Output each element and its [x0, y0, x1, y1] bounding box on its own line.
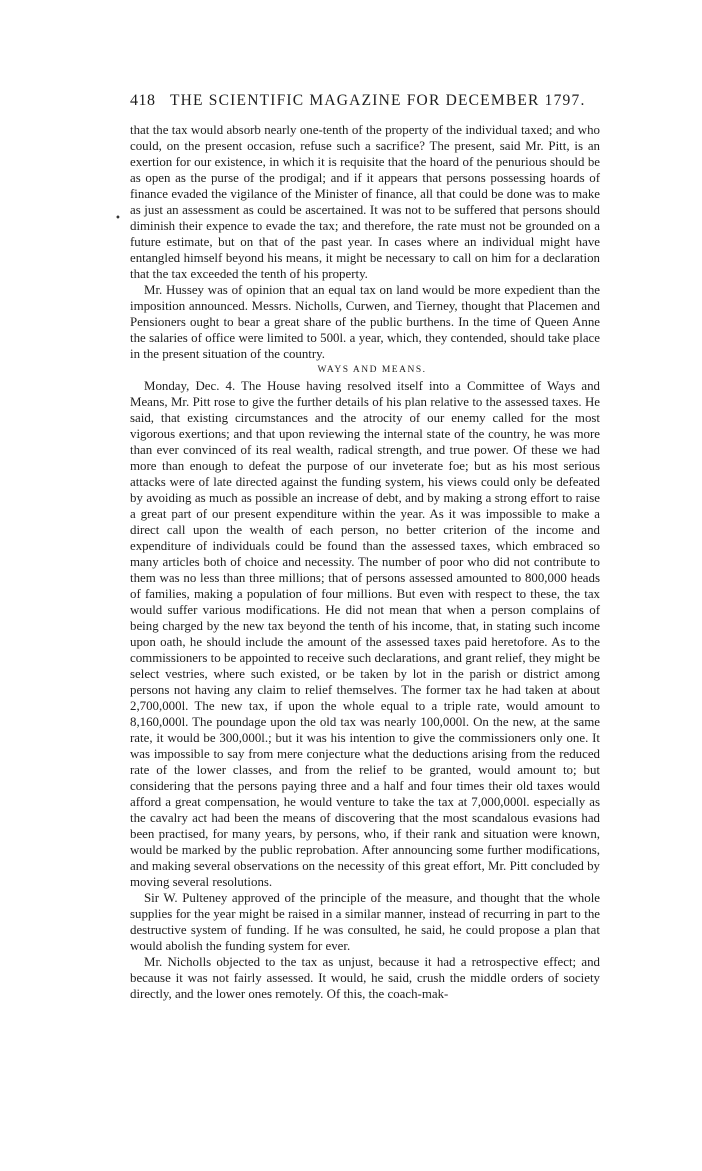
article-body — [130, 122, 600, 1002]
page-header — [130, 92, 600, 118]
page-number: 418 — [130, 92, 156, 109]
paragraph-committee-ways-and-means: Monday, Dec. 4. The House having resolved itself into a Committee of Ways and Means, Mr. Pitt rose to give the further details of his plan relative to the assessed taxes. He said, that existing circumstances and the atrocity of our enemy called for the most vigorous exertions; and that upon reviewing the internal state of the country, he was more than ever convinced of its real wealth, radical strength, and true power. Of these we had more than enough to defeat the purpose of our inveterate foe; but as his most serious attacks were of late directed against the funding system, his views could only be defeated by avoiding as much as possible an increase of debt, and by making a strong effort to raise a great part of our present expenditure within the year. As it was impossible to make a direct call upon the wealth of each person, no better criterion of the income and expenditure of individuals could be found than the assessed taxes, which embraced so many articles both of choice and necessity. The number of poor who did not contribute to them was no less than three millions; that of persons assessed amounted to 800,000 heads of families, making a population of four millions. But even with respect to these, the tax would suffer various modifications. He did not mean that when a person complains of being charged by the new tax beyond the tenth of his income, that, in stating such income upon oath, he should include the amount of the assessed taxes paid heretofore. As to the commissioners to be appointed to receive such declarations, and grant relief, they might be select vestries, where such existed, or be taken by lot in the parish or district among persons not having any claim to relief themselves. The former tax he had taken at about 2,700,000l. The new tax, if upon the whole equal to a triple rate, would amount to 8,160,000l. The poundage upon the old tax was nearly 100,000l. On the new, at the same rate, it would be 300,000l.; but it was his intention to give the commissioners only one. It was impossible to say from mere conjecture what the deductions arising from the reduced rate of the lower classes, and from the relief to be granted, would amount to; but considering that the persons paying three and a half and four times their old taxes would afford a great compensation, he would venture to take the tax at 7,000,000l. especially as the cavalry act had been the means of discovering that the most scandalous evasions had been practised, for many years, by persons, who, if their rank and situation were known, would be marked by the public reprobation. After announcing some further modifications, and making several observations on the necessity of this great effort, Mr. Pitt concluded by moving several resolutions. — [130, 379, 600, 889]
margin-mark: • — [115, 213, 121, 224]
paragraph-pitt-exertion: that the tax would absorb nearly one-tenth of the property of the individual taxed; and who could, on the present occasion, refuse such a sacrifice? The present, said Mr. Pitt, is an exertion for our existence, in which it is requisite that the hoard of the penurious should be as open as the purse of the prodigal; and if it appears that persons possessing hoards of finance evaded the vigilance of the Minister of finance, all that could be done was to make as just an assessment as could be ascertained. It was not to be suffered that persons should diminish their expence to evade the tax; and therefore, the rate must not be grounded on a future estimate, but on that of the past year. In cases where an individual might have entangled himself beyond his means, it might be necessary to call on him for a declaration that the tax exceeded the tenth of his property. — [130, 123, 600, 281]
paragraph-hussey: Mr. Hussey was of opinion that an equal tax on land would be more expedient than the imposition announced. Messrs. Nicholls, Curwen, and Tierney, thought that Placemen and Pensioners ought to bear a great share of the public burthens. In the time of Queen Anne the salaries of office were limited to 500l. a year, which, they contended, should take place in the present situation of the country. — [130, 283, 600, 361]
paragraph-pulteney: Sir W. Pulteney approved of the principle of the measure, and thought that the whole supplies for the year might be raised in a similar manner, instead of recurring in part to the destructive system of funding. If he was consulted, he said, he could propose a plan that would abolish the funding system for ever. — [130, 891, 600, 953]
section-heading-ways-and-means: WAYS AND MEANS. — [317, 365, 427, 375]
paragraph-nicholls: Mr. Nicholls objected to the tax as unjust, because it had a retrospective effect; and because it was not fairly assessed. It would, he said, crush the middle orders of society directly, and the lower ones remotely. Of this, the coach-mak- — [130, 955, 600, 1001]
running-title: THE SCIENTIFIC MAGAZINE FOR DECEMBER 1797. — [170, 92, 586, 109]
